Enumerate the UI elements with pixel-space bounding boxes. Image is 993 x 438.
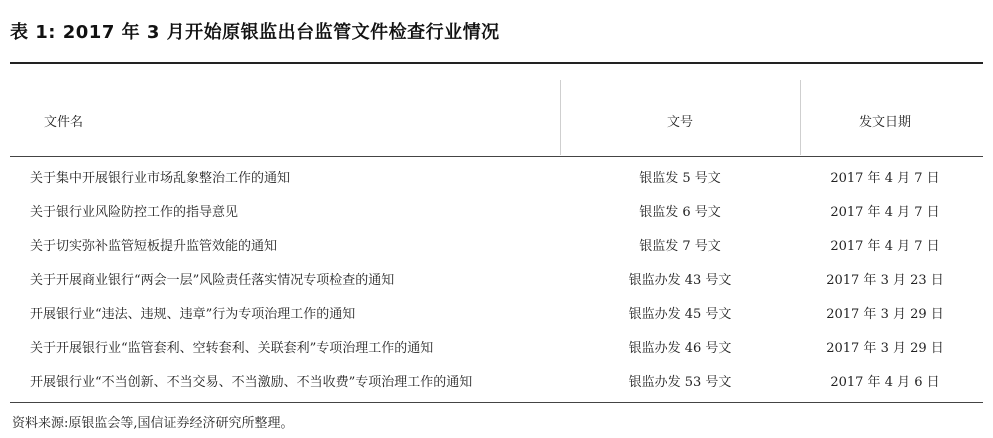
issue-date-cell: 2017 年 3 月 23 日 xyxy=(826,273,944,288)
issue-date-cell: 2017 年 4 月 6 日 xyxy=(830,375,940,390)
file-name-cell: 开展银行业“违法、违规、违章”行为专项治理工作的通知 xyxy=(30,307,356,322)
document-number-cell: 银监办发 45 号文 xyxy=(628,307,732,322)
header-file-name: 文件名 xyxy=(44,115,84,130)
file-name-cell: 关于开展商业银行“两会一层”风险责任落实情况专项检查的通知 xyxy=(30,273,395,288)
document-number-cell: 银监发 5 号文 xyxy=(639,171,721,186)
file-name-cell: 关于银行业风险防控工作的指导意见 xyxy=(30,205,239,220)
title-rule xyxy=(10,62,983,64)
issue-date-cell: 2017 年 4 月 7 日 xyxy=(830,239,940,254)
issue-date-cell: 2017 年 4 月 7 日 xyxy=(830,205,940,220)
table-title: 表 1: 2017 年 3 月开始原银监出台监管文件检查行业情况 xyxy=(10,22,500,43)
table-row xyxy=(0,230,993,264)
header-issue-date: 发文日期 xyxy=(858,115,911,130)
source-note: 资料来源:原银监会等,国信证券经济研究所整理。 xyxy=(12,416,294,431)
file-name-cell: 关于开展银行业“监管套利、空转套利、关联套利”专项治理工作的通知 xyxy=(30,341,434,356)
document-number-cell: 银监办发 53 号文 xyxy=(628,375,732,390)
document-number-cell: 银监发 6 号文 xyxy=(639,205,721,220)
document-number-cell: 银监发 7 号文 xyxy=(639,239,721,254)
header-rule xyxy=(10,156,983,157)
issue-date-cell: 2017 年 4 月 7 日 xyxy=(830,171,940,186)
document-number-cell: 银监办发 43 号文 xyxy=(628,273,732,288)
table-row xyxy=(0,298,993,332)
header-document-number: 文号 xyxy=(666,115,693,130)
table-row xyxy=(0,264,993,298)
file-name-cell: 关于切实弥补监管短板提升监管效能的通知 xyxy=(30,239,278,254)
table-row xyxy=(0,366,993,400)
document-number-cell: 银监办发 46 号文 xyxy=(628,341,732,356)
table-row xyxy=(0,196,993,230)
table-bottom-rule xyxy=(10,402,983,403)
file-name-cell: 关于集中开展银行业市场乱象整治工作的通知 xyxy=(30,171,291,186)
file-name-cell: 开展银行业“不当创新、不当交易、不当激励、不当收费”专项治理工作的通知 xyxy=(30,375,473,390)
table-row xyxy=(0,162,993,196)
issue-date-cell: 2017 年 3 月 29 日 xyxy=(826,341,944,356)
issue-date-cell: 2017 年 3 月 29 日 xyxy=(826,307,944,322)
table-row xyxy=(0,332,993,366)
